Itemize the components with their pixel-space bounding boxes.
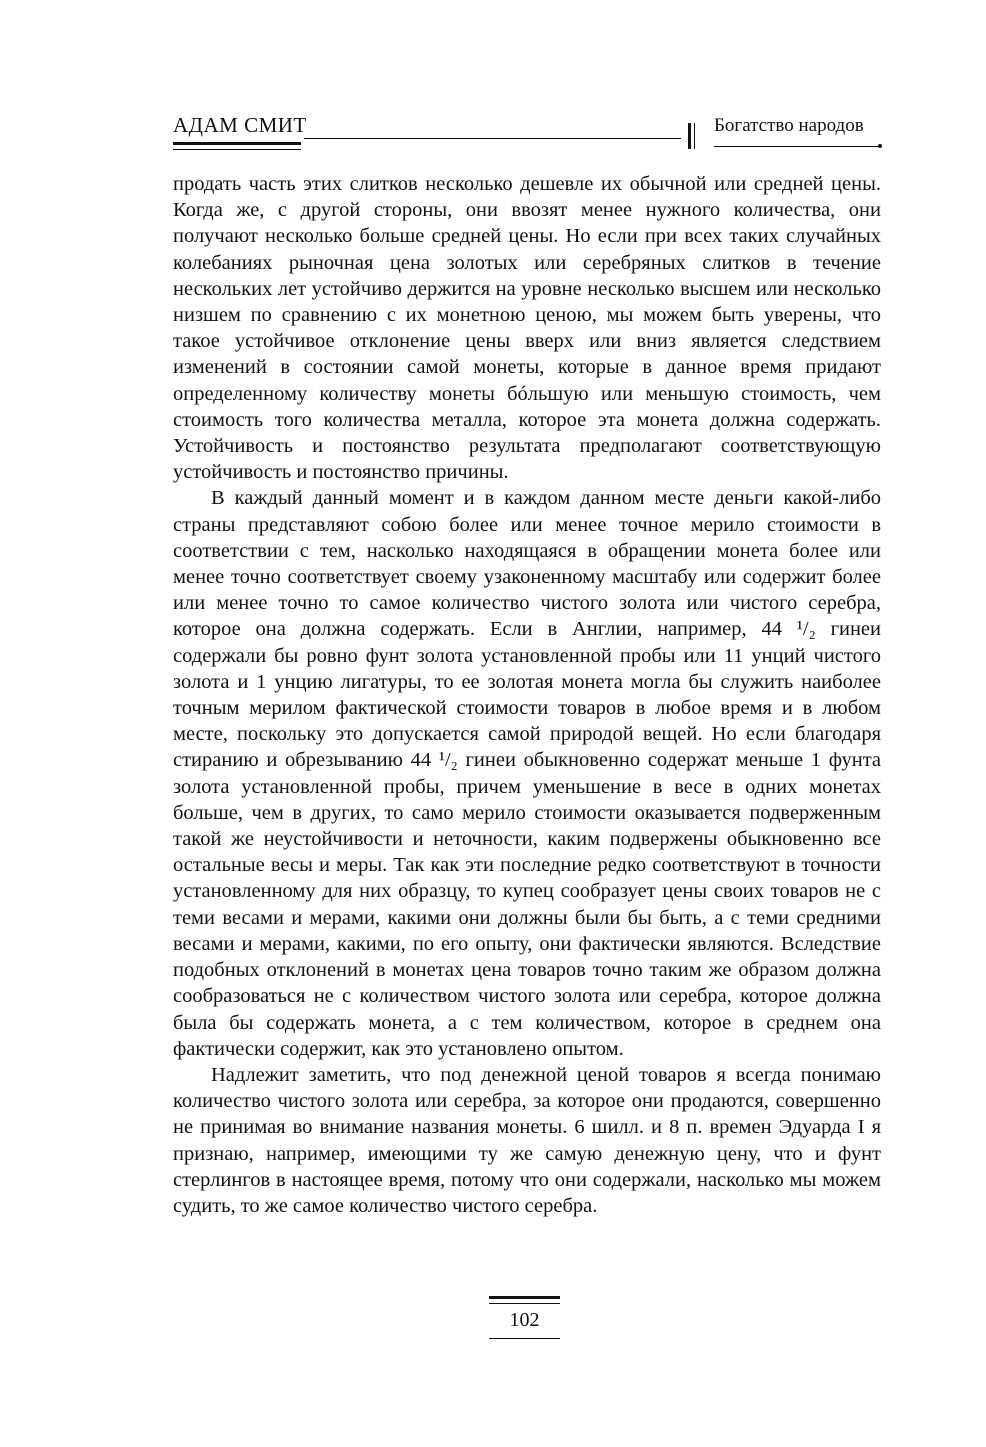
footer-thick-rule [489, 1296, 560, 1299]
header-right-rule [714, 146, 881, 147]
header-left-thin-rule [173, 149, 301, 150]
footer-bottom-rule [489, 1338, 560, 1339]
header-left-thick-rule [173, 142, 301, 145]
page-body [173, 171, 881, 1219]
header-author: АДАМ СМИТ [173, 113, 307, 137]
header-rule [304, 138, 681, 139]
header-book-title: Богатство народов [714, 115, 864, 136]
paragraph-3: Надлежит заметить, что под денежной ценой товаров я всегда понимаю количество чистого золота или серебра, за которое они продаются, совершенно не принимая во внимание названия монеты. 6 шилл. и 8 п. времен Эдуарда I я признаю, например, имеющими ту же самую денежную цену, что и фунт стерлингов в настоящее время, потому что они содержали, насколько мы можем судить, то же самое количество чистого серебра. [173, 1063, 881, 1217]
page-number: 102 [509, 1309, 540, 1331]
header-divider-thin [694, 123, 695, 149]
header-rule-dot [878, 144, 882, 148]
paragraph-1: продать часть этих слитков несколько дешевле их обычной или средней цены. Когда же, с другой стороны, они ввозят менее нужного количества, они получают несколько больше средней цены. Но если при всех таких случайных колебаниях рыночная цена золотых или серебряных слитков в течение нескольких лет устойчиво держится на уровне несколько высшем или несколько низшем по сравнению с их монетною ценою, мы можем быть уверены, что такое устойчивое отклонение цены вверх или вниз является следствием изменений в состоянии самой монеты, которые в данное время придают определенному количеству монеты бóльшую или меньшую стоимость, чем стоимость того количества металла, которое эта монета должна содержать. Устойчивость и постоянство результата предполагают соответствующую устойчивость и постоянство причины. [173, 173, 881, 484]
header-divider-thick [688, 123, 691, 149]
paragraph-2: В каждый данный момент и в каждом данном месте деньги какой-либо страны представляют собою более или менее точное мерило стоимости в соответствии с тем, насколько находящаяся в обращении монета более или менее точно соответствует своему узаконенному масштабу или содержит более или менее точно то самое количество чистого золота или чистого серебра, которое она должна содержать. Если в Англии, например, 44 ¹/₂ гинеи содержали бы ровно фунт золота установленной пробы или 11 унций чистого золота и 1 унцию лигатуры, то ее золотая монета могла бы служить наиболее точным мерилом фактической стоимости товаров в любое время и в любом месте, поскольку это допускается самой природой вещей. Но если благодаря стиранию и обрезыванию 44 ¹/₂ гинеи обыкновенно содержат меньше 1 фунта золота установленной пробы, причем уменьшение в весе в одних монетах больше, чем в других, то само мерило стоимости оказывается подверженным такой же неустойчивости и неточности, каким подвержены обыкновенно все остальные весы и меры. Так как эти последние редко соответствуют в точности установленному для них образцу, то купец сообразует цены своих товаров не с теми весами и мерами, какими они должны были бы быть, а с теми средними весами и мерами, какими, по его опыту, они фактически являются. Вследствие подобных отклонений в монетах цена товаров точно таким же образом должна сообразоваться не с количеством чистого золота или серебра, которое должна была бы содержать монета, а с тем количеством, которое в среднем она фактически содержит, как это установлено опытом. [173, 487, 881, 1060]
footer-thin-rule [489, 1303, 560, 1304]
